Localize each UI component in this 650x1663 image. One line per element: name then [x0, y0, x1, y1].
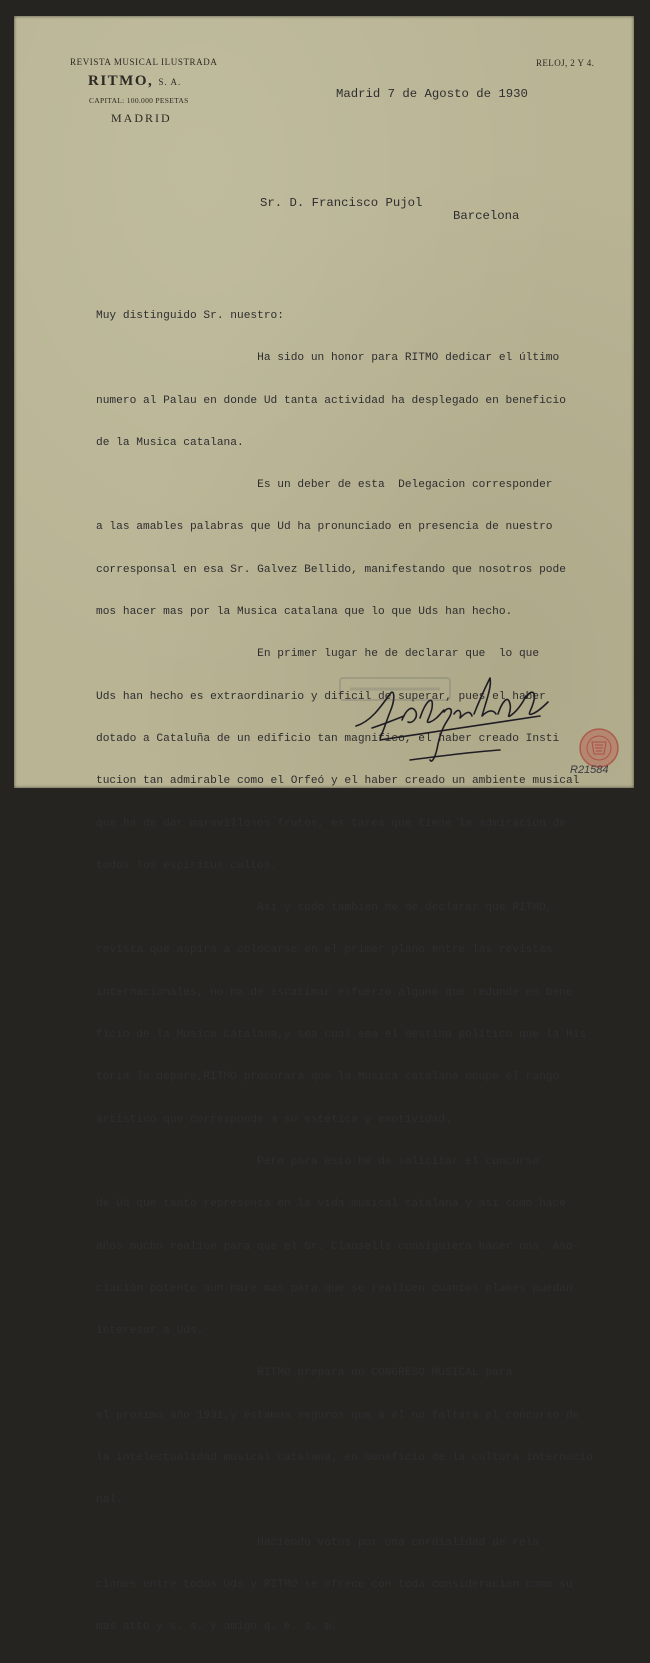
- letter-line: que ha de dar maravillosos frutos, es tarea que tiene la admiracion de: [96, 817, 566, 830]
- date-line: Madrid 7 de Agosto de 1930: [336, 87, 528, 101]
- letter-line: Uds han hecho es extraordinario y dificil de superar, pues el haber: [96, 690, 546, 703]
- letter-line: Asi y todo tambien he de declarar que RITMO,: [96, 902, 553, 915]
- letter-line: ficio de la Musica Catalana,y sea cual sea el destino politico que la His: [96, 1029, 587, 1042]
- letter-line: Muy distinguido Sr. nuestro:: [96, 310, 284, 322]
- letter-line: ciación potente aun hare mas para que se realicen cuantos planes puedan: [96, 1282, 573, 1295]
- letter-line: el proximo año 1931,y estamos seguros que a él no faltará el concurso de: [96, 1409, 580, 1422]
- letter-line: toria la depare,RITMO procurará que la Musica catalana ocupe el rango: [96, 1071, 560, 1084]
- letter-line: En primer lugar he de declarar que lo que: [96, 648, 540, 661]
- letter-line: Haciendo votos por una cordialidad de rela: [96, 1536, 540, 1549]
- letter-line: nal.: [96, 1494, 123, 1507]
- letter-body: [96, 281, 593, 1663]
- letterhead-address: RELOJ, 2 Y 4.: [536, 58, 595, 68]
- letter-line: internacionales, no ha de escatimar esfuerzo alguno que redunde en bene: [96, 986, 573, 999]
- letter-line: artistico que corresponde a su estética y emotividad.: [96, 1113, 452, 1126]
- letter-line: RITMO prepara un CONGRESO MUSICAL para: [96, 1367, 513, 1380]
- letter-line: todos los espiritus cultos.: [96, 859, 278, 872]
- letter-line: revista que aspira a colocarse en el primer plano entre las revistas: [96, 944, 553, 957]
- handwritten-signature: [350, 664, 560, 774]
- letter-line: Pero para esto he de solicitar el concurso: [96, 1155, 540, 1168]
- letter-line: interesar a Uds.: [96, 1325, 204, 1338]
- recipient-city: Barcelona: [453, 209, 520, 223]
- letter-line: de Ud que tanto representa en la vida musical catalana y asi como hace: [96, 1198, 566, 1211]
- letter-line: dotado a Cataluña de un edificio tan magnifico, el haber creado Insti: [96, 732, 560, 745]
- letter-line: mas atto y s. s. y amigo q. e. s. m.: [96, 1621, 338, 1634]
- letter-line: a las amables palabras que Ud ha pronunciado en presencia de nuestro: [96, 521, 553, 534]
- letterhead-city: MADRID: [111, 111, 172, 125]
- letter-line: tucion tan admirable como el Orfeó y el haber creado un ambiente musical: [96, 775, 580, 788]
- letter-line: Es un deber de esta Delegacion corresponder: [96, 479, 553, 492]
- letter-line: de la Musica catalana.: [96, 436, 244, 449]
- archive-reference: R21584: [570, 764, 609, 776]
- letter-sheet: [14, 16, 634, 1634]
- recipient-name: Sr. D. Francisco Pujol: [260, 196, 423, 210]
- letterhead-capital: CAPITAL: 100.000 PESETAS: [89, 96, 189, 105]
- letterhead-company-suffix: S. A.: [158, 77, 182, 87]
- letter-line: mos hacer mas por la Musica catalana que lo que Uds han hecho.: [96, 606, 513, 619]
- letter-line: ciones entre todos Uds y RITMO se ofrece con toda consideracion como su: [96, 1578, 573, 1591]
- letterhead-company-name: RITMO,: [88, 73, 154, 89]
- letterhead-publication: REVISTA MUSICAL ILUSTRADA: [70, 57, 218, 67]
- letterhead-company: [88, 73, 181, 90]
- letter-line: años mucho realicé para que el Sr. Clausells consiguiera hacer una Aso-: [96, 1240, 580, 1253]
- letter-line: la intelectualidad musical catalana, en beneficio de la cultura internacio: [96, 1452, 593, 1465]
- letter-line: Ha sido un honor para RITMO dedicar el último: [96, 352, 560, 365]
- letter-line: corresponsal en esa Sr. Galvez Bellido, manifestando que nosotros pode: [96, 563, 566, 576]
- letter-line: numero al Palau en donde Ud tanta actividad ha desplegado en beneficio: [96, 394, 566, 407]
